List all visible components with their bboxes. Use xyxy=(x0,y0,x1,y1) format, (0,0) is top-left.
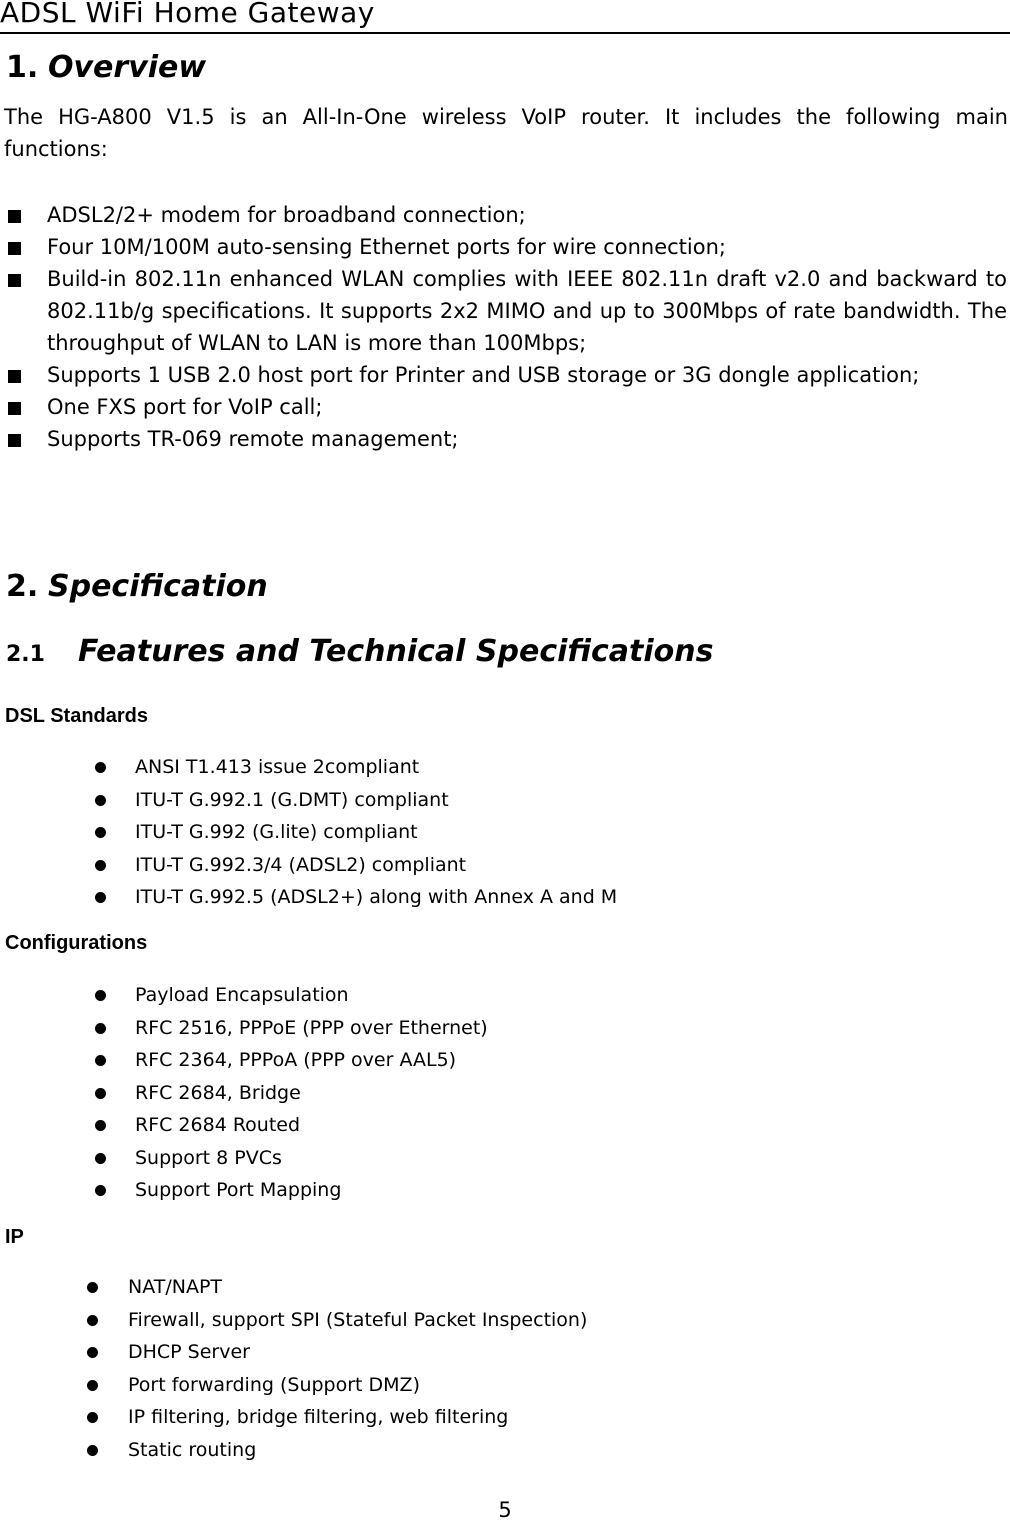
list-item-text: ANSI T1.413 issue 2compliant xyxy=(135,756,420,778)
round-bullet-icon xyxy=(95,1120,106,1131)
list-item-text: Supports TR-069 remote management; xyxy=(47,427,459,451)
list-item xyxy=(95,1077,488,1110)
list-item xyxy=(0,231,1007,263)
list-item-text: ITU-T G.992.3/4 (ADSL2) compliant xyxy=(135,853,467,876)
round-bullet-icon xyxy=(87,1380,98,1391)
list-item-text: Supports 1 USB 2.0 host port for Printer and USB storage or 3G dongle application; xyxy=(47,363,920,387)
list-item xyxy=(95,979,488,1012)
list-item xyxy=(95,881,617,914)
list-item xyxy=(0,199,1007,231)
list-item-text: Static routing xyxy=(128,1438,257,1461)
list-item xyxy=(87,1304,587,1337)
round-bullet-icon xyxy=(95,892,106,903)
list-item-text: ITU-T G.992 (G.lite) compliant xyxy=(135,821,418,843)
list-item xyxy=(95,849,617,882)
list-item-text: NAT/NAPT xyxy=(128,1276,223,1298)
list-item-text: One FXS port for VoIP call; xyxy=(47,395,323,419)
list-item-text: RFC 2364, PPPoA (PPP over AAL5) xyxy=(135,1049,457,1071)
ip-list xyxy=(87,1271,587,1466)
list-item-text: Firewall, support SPI (Stateful Packet Inspection) xyxy=(128,1308,588,1331)
list-item-text: Build-in 802.11n enhanced WLAN complies with IEEE 802.11n draft v2.0 and backward to 802.11b/g specifications. It supports 2x2 MIMO and up to 300Mbps of rate bandwidth. The throughput of WLAN to LAN is more than 100Mbps; xyxy=(47,267,1007,355)
round-bullet-icon xyxy=(95,1023,106,1034)
section-heading-specification xyxy=(6,569,268,604)
list-item xyxy=(0,263,1007,359)
round-bullet-icon xyxy=(95,1088,106,1099)
list-item-text: Support 8 PVCs xyxy=(135,1146,282,1169)
list-item xyxy=(95,1109,488,1142)
list-item-text: ADSL2/2+ modem for broadband connection; xyxy=(47,203,526,227)
list-item-text: RFC 2516, PPPoE (PPP over Ethernet) xyxy=(135,1016,488,1039)
section-number: 2. xyxy=(6,569,39,604)
list-item xyxy=(0,423,1007,455)
list-item xyxy=(95,1012,488,1045)
subsection-number: 2.1 xyxy=(6,642,45,667)
list-item xyxy=(87,1369,587,1402)
list-item-text: Port forwarding (Support DMZ) xyxy=(128,1373,420,1396)
round-bullet-icon xyxy=(87,1412,98,1423)
round-bullet-icon xyxy=(95,762,106,773)
square-bullet-icon xyxy=(8,434,21,447)
square-bullet-icon xyxy=(8,210,21,223)
list-item xyxy=(87,1271,587,1304)
list-item xyxy=(95,816,617,849)
feature-list xyxy=(0,199,1010,455)
list-item-text: Four 10M/100M auto-sensing Ethernet ports for wire connection; xyxy=(47,235,726,259)
list-item-text: ITU-T G.992.1 (G.DMT) compliant xyxy=(135,788,449,811)
round-bullet-icon xyxy=(95,1153,106,1164)
configurations-list xyxy=(95,979,488,1207)
round-bullet-icon xyxy=(95,1185,106,1196)
list-item xyxy=(0,359,1007,391)
list-item xyxy=(0,391,1007,423)
round-bullet-icon xyxy=(95,827,106,838)
section-title: Overview xyxy=(48,50,207,85)
list-item xyxy=(95,751,617,784)
list-item xyxy=(95,1174,488,1207)
round-bullet-icon xyxy=(87,1347,98,1358)
subsection-title: Features and Technical Specifications xyxy=(78,634,714,669)
list-item-text: RFC 2684, Bridge xyxy=(135,1081,301,1104)
list-item-text: Payload Encapsulation xyxy=(135,984,349,1006)
subsection-heading-features xyxy=(6,634,713,669)
list-item xyxy=(95,1142,488,1175)
round-bullet-icon xyxy=(87,1282,98,1293)
list-item-text: IP filtering, bridge filtering, web filtering xyxy=(128,1406,509,1428)
list-item-text: DHCP Server xyxy=(128,1341,250,1363)
section-heading-overview xyxy=(6,50,206,85)
section-number: 1. xyxy=(6,50,39,85)
square-bullet-icon xyxy=(8,274,21,287)
round-bullet-icon xyxy=(95,795,106,806)
page-header xyxy=(0,0,1010,34)
configurations-heading: Configurations xyxy=(5,932,148,954)
round-bullet-icon xyxy=(95,860,106,871)
round-bullet-icon xyxy=(87,1445,98,1456)
document-title: ADSL WiFi Home Gateway xyxy=(0,0,375,29)
list-item xyxy=(87,1336,587,1369)
round-bullet-icon xyxy=(95,990,106,1001)
overview-intro: The HG-A800 V1.5 is an All-In-One wireless VoIP router. It includes the following main functions: xyxy=(4,105,1008,161)
list-item-text: RFC 2684 Routed xyxy=(135,1114,301,1136)
list-item-text: Support Port Mapping xyxy=(135,1179,342,1201)
list-item-text: ITU-T G.992.5 (ADSL2+) along with Annex A and M xyxy=(135,886,618,908)
round-bullet-icon xyxy=(87,1315,98,1326)
round-bullet-icon xyxy=(95,1055,106,1066)
list-item xyxy=(95,1044,488,1077)
page-number: 5 xyxy=(498,1498,512,1522)
square-bullet-icon xyxy=(8,402,21,415)
list-item xyxy=(87,1401,587,1434)
dsl-standards-list xyxy=(95,751,617,914)
square-bullet-icon xyxy=(8,370,21,383)
dsl-standards-heading: DSL Standards xyxy=(5,705,148,727)
list-item xyxy=(95,784,617,817)
section-title: Specification xyxy=(48,569,268,604)
ip-heading: IP xyxy=(5,1226,24,1248)
list-item xyxy=(87,1434,587,1467)
square-bullet-icon xyxy=(8,242,21,255)
